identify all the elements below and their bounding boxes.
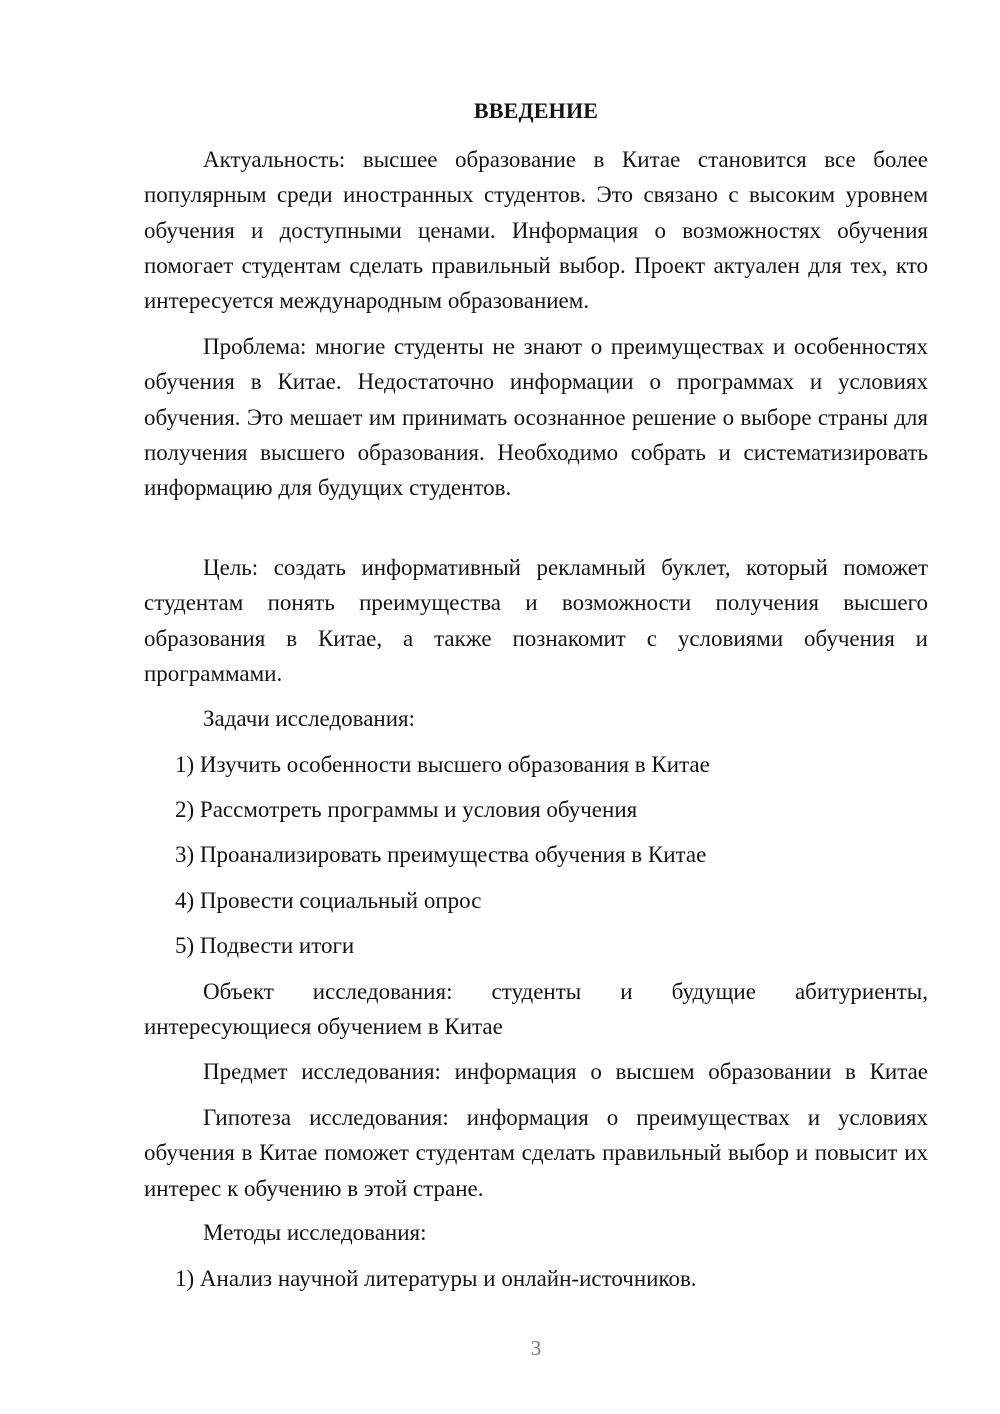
- task-item: 5) Подвести итоги: [175, 933, 355, 958]
- paragraph-hypothesis: Гипотеза исследования: информация о преимуществах и условиях обучения в Китае поможет студентам сделать правильный выбор и повысит их интерес к обучению в этой стране.: [144, 1105, 928, 1201]
- page-number: 3: [530, 1336, 542, 1360]
- paragraph-subject: Предмет исследования: информация о высшем образовании в Китае: [203, 1059, 928, 1084]
- task-item: 3) Проанализировать преимущества обучения в Китае: [175, 842, 707, 867]
- paragraph-goal: Цель: создать информативный рекламный буклет, который поможет студентам понять преимущества и возможности получения высшего образования в Китае, а также познакомит с условиями обучения и программами.: [144, 555, 928, 686]
- task-item: 1) Изучить особенности высшего образования в Китае: [175, 752, 710, 777]
- task-item: 2) Рассмотреть программы и условия обучения: [175, 797, 638, 822]
- methods-heading: Методы исследования:: [203, 1220, 427, 1245]
- task-item: 4) Провести социальный опрос: [175, 888, 482, 913]
- paragraph-relevance: Актуальность: высшее образование в Китае становится все более популярным среди иностранных студентов. Это связано с высоким уровнем обучения и доступными ценами. Информация о возможностях обучения помогает студентам сделать правильный выбор. Проект актуален для тех, кто интересуется международным образованием.: [144, 147, 928, 314]
- tasks-heading: Задачи исследования:: [203, 706, 416, 731]
- section-heading: ВВЕДЕНИЕ: [473, 98, 599, 123]
- method-item: 1) Анализ научной литературы и онлайн-источников.: [175, 1266, 697, 1291]
- paragraph-object: Объект исследования: студенты и будущие абитуриенты, интересующиеся обучением в Китае: [144, 979, 928, 1040]
- paragraph-problem: Проблема: многие студенты не знают о преимуществах и особенностях обучения в Китае. Недостаточно информации о программах и условиях обучения. Это мешает им принимать осознанное решение о выборе страны для получения высшего образования. Необходимо собрать и систематизировать информацию для будущих студентов.: [144, 334, 928, 501]
